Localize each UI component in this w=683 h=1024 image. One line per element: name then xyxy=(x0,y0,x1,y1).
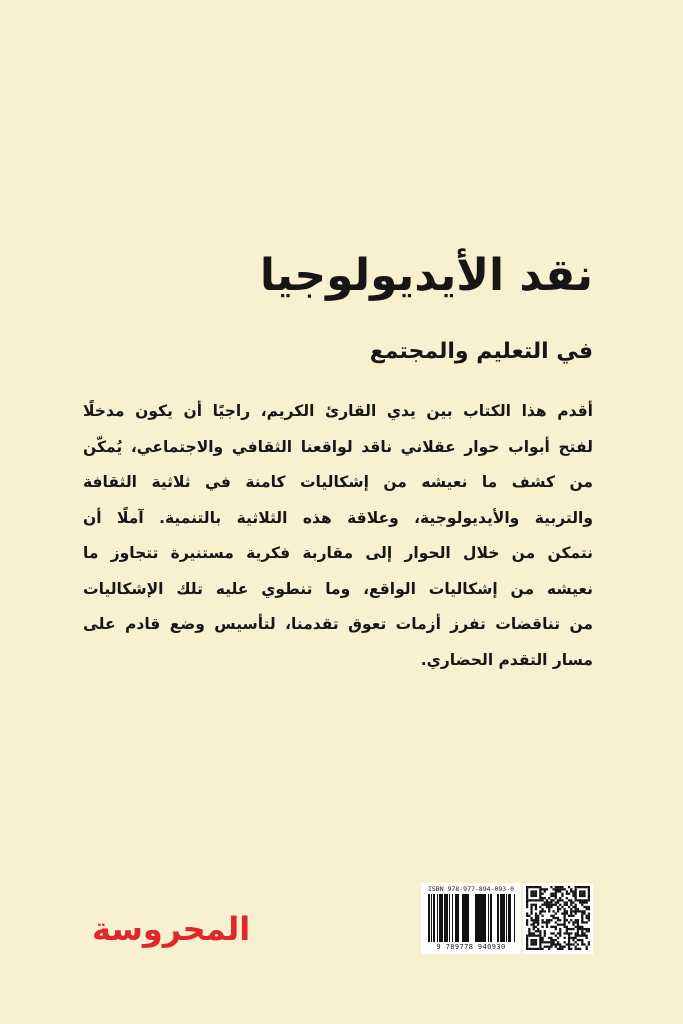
blurb-line: نعيشه من إشكاليات الواقع، وما تنطوي عليه تلك الإشكاليات xyxy=(83,579,593,598)
barcode-digits: 9 789778 940930 xyxy=(436,943,506,951)
blurb-line: والتربية والأيديولوجية، وعلاقة هذه الثلاثية بالتنمية. آملًا أن xyxy=(83,508,593,527)
book-subtitle: في التعليم والمجتمع xyxy=(369,339,593,364)
book-title: نقد الأيديولوجيا xyxy=(259,250,593,301)
blurb-line: لفتح أبواب حوار عقلاني ناقد لواقعنا الثقافي والاجتماعي، يُمكّن xyxy=(83,437,593,456)
blurb-line: أقدم هذا الكتاب بين يدي القارئ الكريم، راجيًا أن يكون مدخلًا xyxy=(83,402,593,420)
blurb-line: من تناقضات تفرز أزمات تعوق تقدمنا، لتأسيس وضع قادم على xyxy=(83,615,593,633)
isbn-label: ISBN 978-977-894-093-0 xyxy=(427,885,515,893)
qr-code-icon xyxy=(526,886,590,950)
back-cover-blurb xyxy=(83,394,593,678)
barcode-bars-icon xyxy=(427,894,515,942)
blurb-line: من كشف ما نعيشه من إشكاليات كامنة في ثلاثية الثقافة xyxy=(83,473,593,491)
blurb-line: مسار التقدم الحضاري. xyxy=(420,650,593,669)
isbn-barcode xyxy=(421,883,521,954)
blurb-line: نتمكن من خلال الحوار إلى مقاربة فكرية مستنيرة تتجاوز ما xyxy=(83,544,593,562)
qr-code xyxy=(523,883,593,954)
publisher-logo: المحروسة xyxy=(92,910,251,948)
